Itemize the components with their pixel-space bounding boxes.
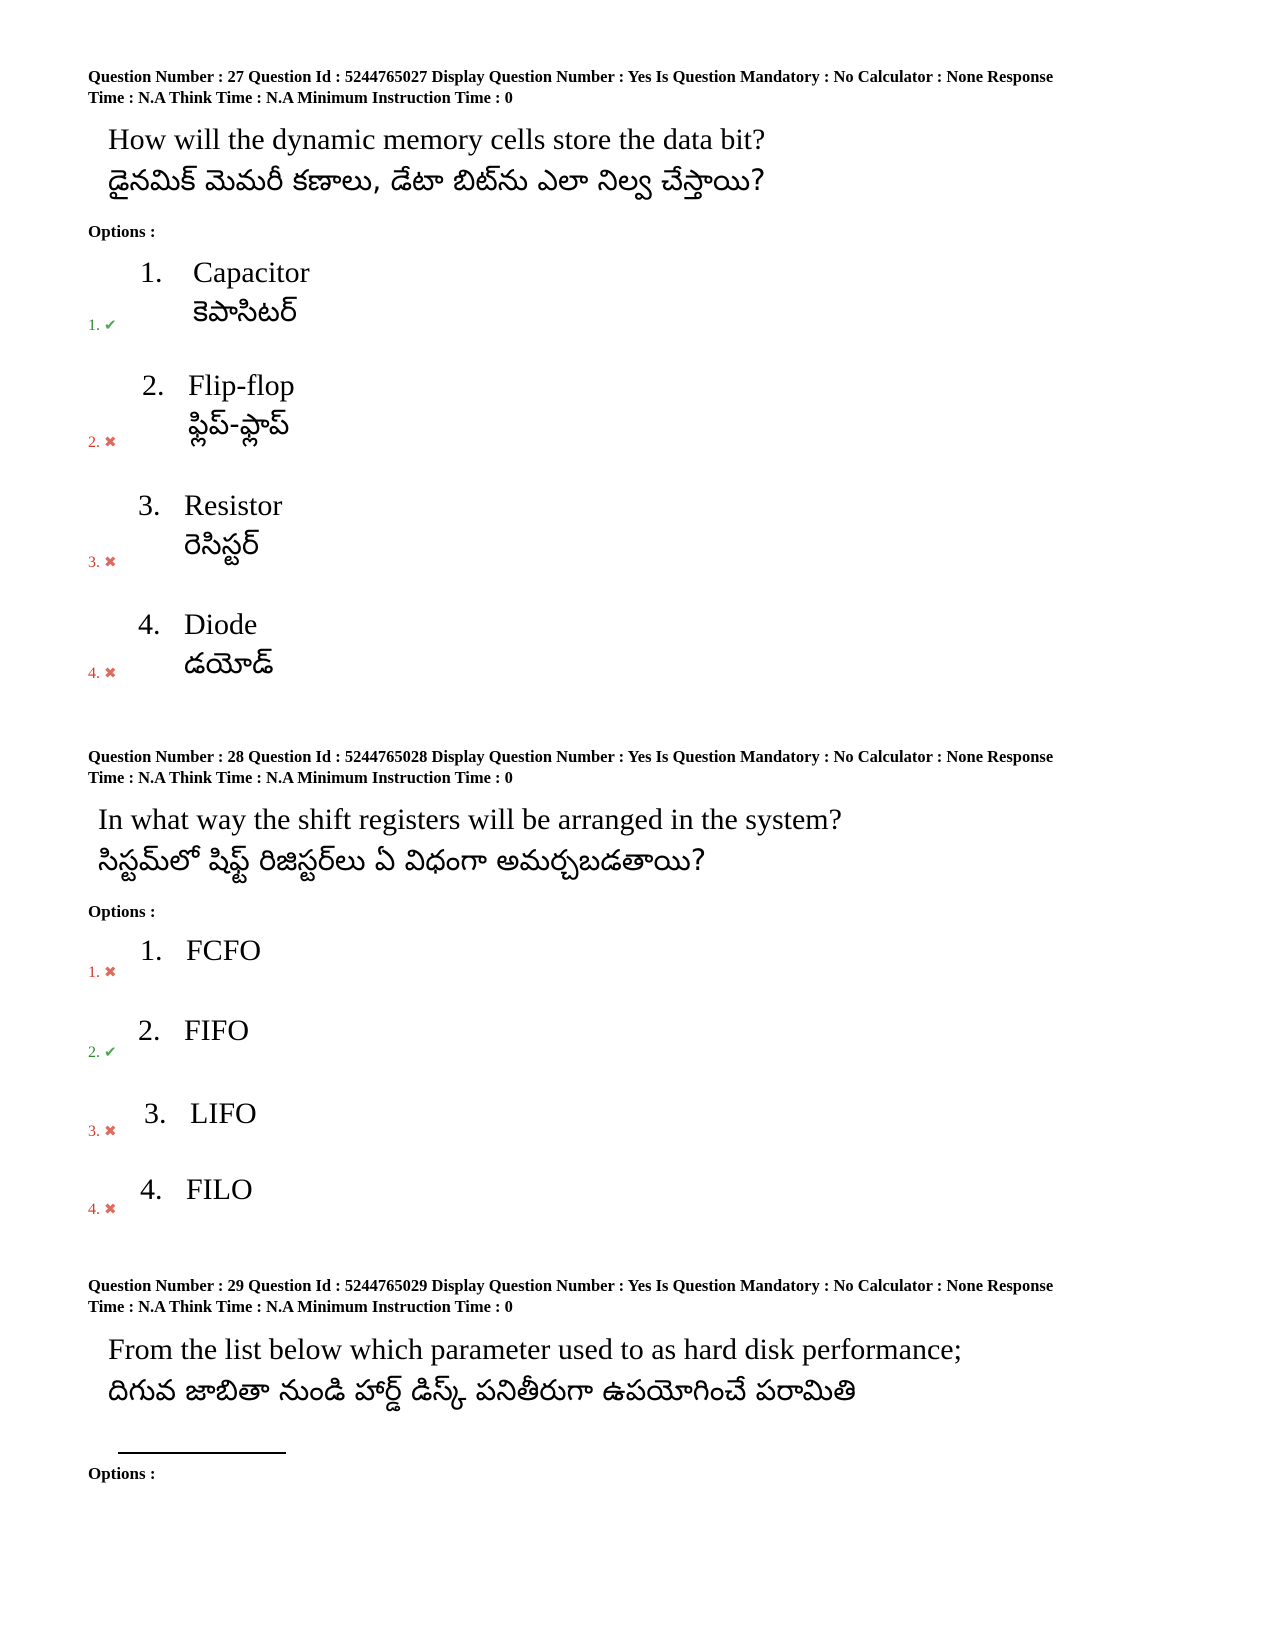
cross-icon: ✖ [104, 553, 117, 571]
option-3-marker: 3. ✖ [88, 553, 117, 571]
option-english: Resistor [184, 489, 283, 522]
meta-line-2: Time : N.A Think Time : N.A Minimum Instruction Time : 0 [88, 88, 513, 107]
option-2-text: FIFO [184, 1014, 250, 1047]
check-icon: ✔ [104, 316, 117, 334]
option-1-marker: 1. ✖ [88, 963, 117, 981]
option-telugu: రెసిస్టర్ [184, 527, 260, 561]
question-29-meta [88, 1275, 1198, 1317]
cross-icon: ✖ [104, 1122, 117, 1140]
stem-telugu: డైనమిక్ మెమరీ కణాలు, డేటా బిట్‌ను ఎలా నిల్వ చేస్తాయి? [108, 163, 766, 197]
option-1-number: 1. [140, 934, 163, 967]
options-label: Options : [88, 902, 156, 921]
option-telugu: కెపాసిటర్ [193, 294, 298, 328]
question-28-stem [98, 800, 842, 880]
question-27-stem [108, 120, 766, 200]
option-4-text [184, 606, 274, 682]
option-2-text [188, 367, 295, 443]
cross-icon: ✖ [104, 664, 117, 682]
question-27-meta [88, 66, 1198, 108]
meta-line-1: Question Number : 28 Question Id : 5244765028 Display Question Number : Yes Is Question Mandatory : No Calculator : None Response [88, 747, 1054, 766]
option-3-number: 3. [138, 489, 161, 522]
options-label: Options : [88, 1464, 156, 1483]
option-2-marker: 2. ✔ [88, 1043, 117, 1061]
cross-icon: ✖ [104, 433, 117, 451]
option-1-text: FCFO [186, 934, 262, 967]
option-4-number: 4. [138, 608, 161, 641]
option-1-marker: 1. ✔ [88, 316, 117, 334]
meta-line-2: Time : N.A Think Time : N.A Minimum Instruction Time : 0 [88, 1297, 513, 1316]
option-telugu: డయోడ్ [184, 646, 274, 680]
stem-english: From the list below which parameter used to as hard disk performance; [108, 1333, 962, 1366]
stem-telugu: సిస్టమ్‌లో షిఫ్ట్ రిజిస్టర్‌లు ఏ విధంగా అమర్చబడతాయి? [98, 843, 707, 877]
option-2-number: 2. [138, 1014, 161, 1047]
option-2-marker: 2. ✖ [88, 433, 117, 451]
check-icon: ✔ [104, 1043, 117, 1061]
option-4-number: 4. [140, 1173, 163, 1206]
option-3-marker: 3. ✖ [88, 1122, 117, 1140]
option-4-marker: 4. ✖ [88, 1200, 117, 1218]
cross-icon: ✖ [104, 963, 117, 981]
meta-line-1: Question Number : 29 Question Id : 5244765029 Display Question Number : Yes Is Question Mandatory : No Calculator : None Response [88, 1276, 1054, 1295]
option-4-marker: 4. ✖ [88, 664, 117, 682]
option-english: Flip-flop [188, 369, 295, 402]
stem-english: In what way the shift registers will be arranged in the system? [98, 803, 842, 836]
option-english: Diode [184, 608, 258, 641]
answer-blank-line [118, 1452, 286, 1454]
option-3-text: LIFO [190, 1097, 257, 1130]
option-english: Capacitor [193, 256, 310, 289]
cross-icon: ✖ [104, 1200, 117, 1218]
option-telugu: ఫ్లిప్-ఫ్లాప్ [188, 407, 290, 441]
option-1-number: 1. [140, 256, 163, 289]
question-28-meta [88, 746, 1198, 788]
options-label: Options : [88, 222, 156, 241]
meta-line-2: Time : N.A Think Time : N.A Minimum Instruction Time : 0 [88, 768, 513, 787]
option-2-number: 2. [142, 369, 165, 402]
option-1-text [193, 254, 310, 330]
stem-english: How will the dynamic memory cells store the data bit? [108, 123, 766, 156]
stem-telugu: దిగువ జాబితా నుండి హార్డ్ డిస్క్ పనితీరుగా ఉపయోగించే పరామితి [108, 1373, 856, 1407]
option-3-text [184, 487, 282, 563]
option-4-text: FILO [186, 1173, 253, 1206]
meta-line-1: Question Number : 27 Question Id : 5244765027 Display Question Number : Yes Is Question Mandatory : No Calculator : None Response [88, 67, 1054, 86]
option-3-number: 3. [144, 1097, 167, 1130]
question-29-stem [108, 1330, 962, 1410]
